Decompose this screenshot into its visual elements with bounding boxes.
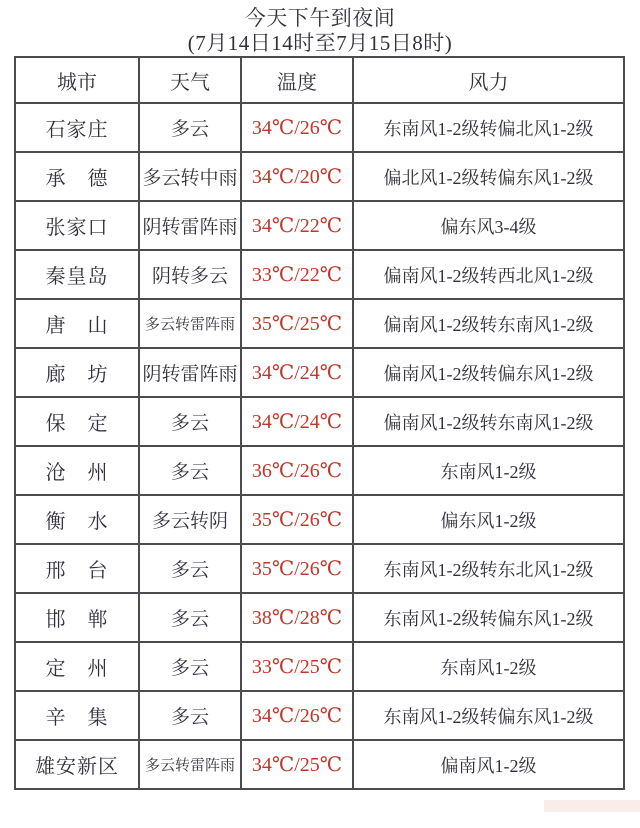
city-cell: 邢 台 xyxy=(15,544,139,593)
weather-forecast-table xyxy=(14,56,625,790)
weather-cell: 多云 xyxy=(139,397,241,446)
wind-cell: 偏南风1-2级转偏东风1-2级 xyxy=(353,348,624,397)
weather-cell: 多云转雷阵雨 xyxy=(139,299,241,348)
wind-cell: 偏南风1-2级转西北风1-2级 xyxy=(353,250,624,299)
table-row xyxy=(15,544,624,593)
column-header-wind: 风力 xyxy=(353,57,624,103)
table-row xyxy=(15,495,624,544)
temperature-cell: 33℃/25℃ xyxy=(241,642,353,691)
table-header xyxy=(15,57,624,103)
temperature-cell: 34℃/24℃ xyxy=(241,348,353,397)
table-row xyxy=(15,201,624,250)
weather-table-body xyxy=(15,103,624,789)
city-cell: 邯 郸 xyxy=(15,593,139,642)
city-cell: 承 德 xyxy=(15,152,139,201)
wind-cell: 偏东风1-2级 xyxy=(353,495,624,544)
column-header-weather: 天气 xyxy=(139,57,241,103)
wind-cell: 东南风1-2级转偏北风1-2级 xyxy=(353,103,624,152)
weather-cell: 多云转雷阵雨 xyxy=(139,740,241,789)
city-cell: 秦皇岛 xyxy=(15,250,139,299)
table-row xyxy=(15,103,624,152)
weather-cell: 多云转中雨 xyxy=(139,152,241,201)
watermark-remnant xyxy=(544,800,640,812)
column-header-city: 城市 xyxy=(15,57,139,103)
table-row xyxy=(15,397,624,446)
temperature-cell: 34℃/20℃ xyxy=(241,152,353,201)
temperature-cell: 35℃/26℃ xyxy=(241,495,353,544)
city-cell: 保 定 xyxy=(15,397,139,446)
wind-cell: 偏北风1-2级转偏东风1-2级 xyxy=(353,152,624,201)
temperature-cell: 33℃/22℃ xyxy=(241,250,353,299)
table-row xyxy=(15,250,624,299)
weather-cell: 多云 xyxy=(139,103,241,152)
weather-cell: 多云 xyxy=(139,642,241,691)
wind-cell: 东南风1-2级转偏东风1-2级 xyxy=(353,593,624,642)
city-cell: 张家口 xyxy=(15,201,139,250)
wind-cell: 偏南风1-2级转东南风1-2级 xyxy=(353,299,624,348)
city-cell: 辛 集 xyxy=(15,691,139,740)
temperature-cell: 34℃/26℃ xyxy=(241,103,353,152)
temperature-cell: 34℃/22℃ xyxy=(241,201,353,250)
wind-cell: 偏南风1-2级转东南风1-2级 xyxy=(353,397,624,446)
weather-cell: 多云 xyxy=(139,446,241,495)
table-row xyxy=(15,446,624,495)
temperature-cell: 34℃/24℃ xyxy=(241,397,353,446)
weather-cell: 阴转多云 xyxy=(139,250,241,299)
city-cell: 衡 水 xyxy=(15,495,139,544)
table-row xyxy=(15,152,624,201)
weather-cell: 多云 xyxy=(139,691,241,740)
page-subtitle: (7月14日14时至7月15日8时) xyxy=(187,30,453,55)
weather-cell: 阴转雷阵雨 xyxy=(139,348,241,397)
wind-cell: 东南风1-2级 xyxy=(353,642,624,691)
wind-cell: 偏东风3-4级 xyxy=(353,201,624,250)
temperature-cell: 35℃/26℃ xyxy=(241,544,353,593)
city-cell: 唐 山 xyxy=(15,299,139,348)
city-cell: 廊 坊 xyxy=(15,348,139,397)
temperature-cell: 38℃/28℃ xyxy=(241,593,353,642)
city-cell: 雄安新区 xyxy=(15,740,139,789)
table-row xyxy=(15,740,624,789)
wind-cell: 东南风1-2级转偏东风1-2级 xyxy=(353,691,624,740)
table-row xyxy=(15,642,624,691)
weather-cell: 多云 xyxy=(139,593,241,642)
temperature-cell: 34℃/26℃ xyxy=(241,691,353,740)
table-header-row xyxy=(15,57,624,103)
page-header xyxy=(0,0,640,56)
table-row xyxy=(15,691,624,740)
table-row xyxy=(15,348,624,397)
weather-cell: 阴转雷阵雨 xyxy=(139,201,241,250)
wind-cell: 东南风1-2级 xyxy=(353,446,624,495)
city-cell: 沧 州 xyxy=(15,446,139,495)
weather-cell: 多云转阴 xyxy=(139,495,241,544)
weather-cell: 多云 xyxy=(139,544,241,593)
city-cell: 石家庄 xyxy=(15,103,139,152)
page-title: 今天下午到夜间 xyxy=(244,6,396,30)
temperature-cell: 34℃/25℃ xyxy=(241,740,353,789)
table-row xyxy=(15,299,624,348)
temperature-cell: 36℃/26℃ xyxy=(241,446,353,495)
city-cell: 定 州 xyxy=(15,642,139,691)
temperature-cell: 35℃/25℃ xyxy=(241,299,353,348)
table-row xyxy=(15,593,624,642)
column-header-temperature: 温度 xyxy=(241,57,353,103)
wind-cell: 东南风1-2级转东北风1-2级 xyxy=(353,544,624,593)
wind-cell: 偏南风1-2级 xyxy=(353,740,624,789)
